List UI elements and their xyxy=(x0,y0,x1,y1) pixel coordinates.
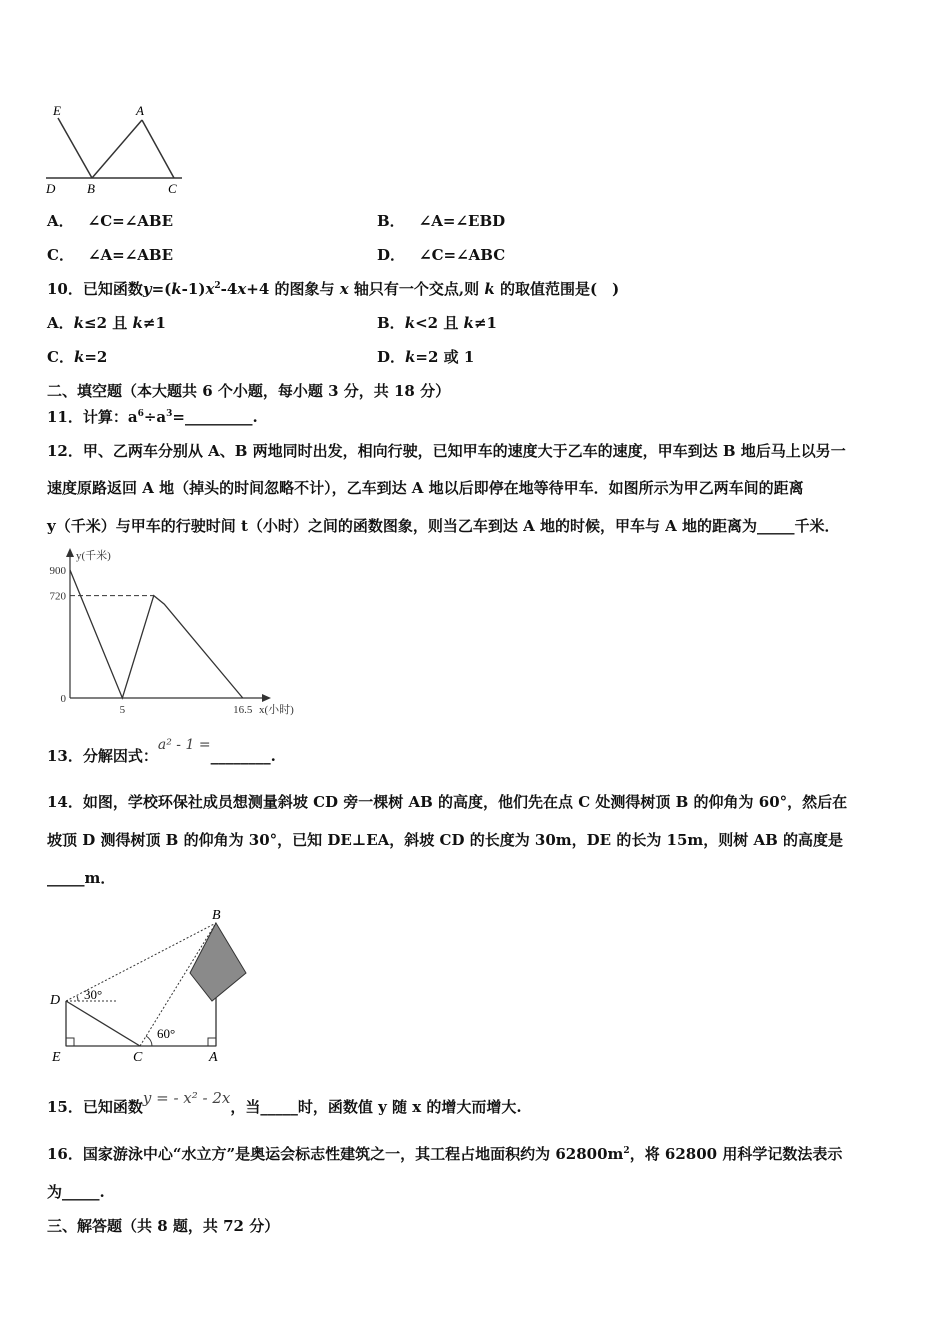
angle-arc-30 xyxy=(77,996,78,1001)
label-a: A xyxy=(209,1050,218,1065)
q9-option-a: A． ∠C=∠ABE xyxy=(47,212,174,230)
right-angle-a xyxy=(208,1038,216,1046)
q11-stem: 11．计算：$a^6\div a^3=\_\_\_\_\_\_\_\_\_$. xyxy=(47,408,258,426)
label-d: D xyxy=(46,181,56,196)
y-tick-0: 0 xyxy=(60,693,66,705)
label-d: D xyxy=(50,993,61,1008)
q9-figure xyxy=(44,100,194,200)
x-axis-label: x(小时) xyxy=(259,704,294,716)
y-axis-label: y(千米) xyxy=(76,550,111,562)
q14-line1: 14．如图，学校环保社成员想测量斜坡 CD 旁一棵树 AB 的高度，他们先在点 C 处测得树顶 B 的仰角为 60°，然后在 xyxy=(47,793,848,811)
x-tick-16-5: 16.5 xyxy=(233,704,253,716)
angle-60-label: 60° xyxy=(157,1026,176,1041)
y-tick-720: 720 xyxy=(49,590,66,603)
q10-option-d: D．k=2 或 1 xyxy=(377,348,475,366)
line-eb xyxy=(58,118,92,178)
x-axis-arrow xyxy=(262,694,271,702)
label-a: A xyxy=(136,103,144,118)
q14-line2: 坡顶 D 测得树顶 B 的仰角为 30°，已知 DE⊥EA，斜坡 CD 的长度为 30m，DE 的长为 15m，则树 AB 的高度是 xyxy=(47,831,844,849)
q12-line2: 速度原路返回 A 地（掉头的时间忽略不计），乙车到达 A 地以后即停在地等待甲车．如图所示为甲乙两车间的距离 xyxy=(47,479,804,497)
q9-option-d: D． ∠C=∠ABC xyxy=(377,246,506,264)
line-ba xyxy=(92,120,142,178)
x-tick-5: 5 xyxy=(119,704,126,716)
y-tick-900: 900 xyxy=(49,565,66,577)
q16-line2: 为_____. xyxy=(47,1183,105,1201)
tree-crown xyxy=(190,923,246,1001)
section3-title: 三、解答题（共 8 题，共 72 分） xyxy=(47,1217,280,1235)
line-ac xyxy=(142,120,174,178)
q9-option-c: C． ∠A=∠ABE xyxy=(47,246,174,264)
label-c: C xyxy=(168,181,177,196)
label-e: E xyxy=(53,103,61,118)
y-axis-arrow xyxy=(66,548,74,557)
label-b: B xyxy=(87,181,95,196)
q10-option-c: C．k=2 xyxy=(47,348,108,366)
q15-stem: 15．已知函数y = - x² - 2x，当_____时，函数值 y 随 x 的增大而增大. xyxy=(47,1089,522,1116)
q12-line3: y（千米）与甲车的行驶时间 t（小时）之间的函数图象，则当乙车到达 A 地的时候，甲车与 A 地的距离为_____千米． xyxy=(47,517,840,535)
angle-30-label: 30° xyxy=(84,987,103,1002)
q13-stem: 13．分解因式：a² - 1 =________. xyxy=(47,737,276,765)
q9-option-b: B． ∠A=∠EBD xyxy=(377,212,506,230)
q10-stem: 10．已知函数$y=(k-1)x^2-4x+4$ 的图象与 x 轴只有一个交点,则 k 的取值范围是( ) xyxy=(47,280,620,298)
series-line xyxy=(70,570,243,698)
label-e: E xyxy=(52,1050,61,1065)
q13-expression: a² - 1 = xyxy=(157,737,211,753)
q15-expression: y = - x² - 2x xyxy=(142,1089,231,1107)
angle-arc-60 xyxy=(146,1036,152,1046)
section2-title: 二、填空题（本大题共 6 个小题，每小题 3 分，共 18 分） xyxy=(47,382,451,400)
q10-option-a: A．k≤2 且 k≠1 xyxy=(47,314,166,332)
label-b: B xyxy=(212,908,221,923)
q12-chart xyxy=(40,545,310,720)
q14-figure xyxy=(44,903,254,1065)
q16-line1: 16．国家游泳中心“水立方”是奥运会标志性建筑之一，其工程占地面积约为 $62800m^2$，将 62800 用科学记数法表示 xyxy=(47,1145,843,1163)
slope-dc xyxy=(66,1001,140,1046)
q10-option-b: B．k<2 且 k≠1 xyxy=(377,314,497,332)
q12-line1: 12．甲、乙两车分别从 A、B 两地同时出发，相向行驶，已知甲车的速度大于乙车的速度，甲车到达 B 地后马上以另一 xyxy=(47,442,846,460)
right-angle-e xyxy=(66,1038,74,1046)
label-c: C xyxy=(133,1050,143,1065)
q14-line3: _____m． xyxy=(47,869,116,887)
